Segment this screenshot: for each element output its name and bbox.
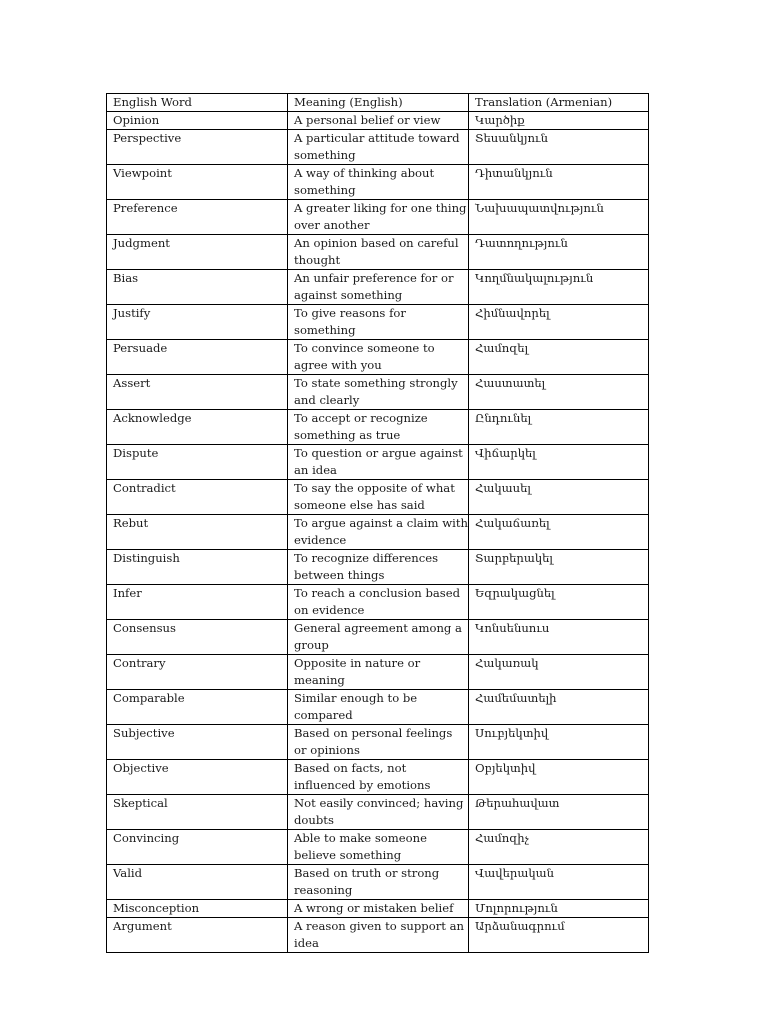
cell-armenian-translation: Վավերական: [469, 865, 649, 900]
cell-armenian-translation: Հակասել: [469, 480, 649, 515]
cell-meaning: Based on truth or strong reasoning: [288, 865, 469, 900]
cell-english-word: Rebut: [107, 515, 288, 550]
cell-english-word: Convincing: [107, 830, 288, 865]
cell-english-word: Justify: [107, 305, 288, 340]
cell-armenian-translation: Հակաճառել: [469, 515, 649, 550]
cell-english-word: Valid: [107, 865, 288, 900]
cell-meaning: An opinion based on careful thought: [288, 235, 469, 270]
cell-english-word: Distinguish: [107, 550, 288, 585]
table-row: [107, 112, 649, 130]
cell-meaning: General agreement among a group: [288, 620, 469, 655]
cell-meaning: To convince someone to agree with you: [288, 340, 469, 375]
table-row: [107, 725, 649, 760]
cell-armenian-translation: Դատողություն: [469, 235, 649, 270]
table-row: [107, 375, 649, 410]
cell-armenian-translation: Համոզել: [469, 340, 649, 375]
table-row: [107, 515, 649, 550]
cell-armenian-translation: Սուբյեկտիվ: [469, 725, 649, 760]
cell-armenian-translation: Համոզիչ: [469, 830, 649, 865]
cell-meaning: A wrong or mistaken belief: [288, 900, 469, 918]
vocabulary-table: [106, 93, 649, 953]
table-row: [107, 865, 649, 900]
cell-meaning: Based on facts, not influenced by emotions: [288, 760, 469, 795]
cell-armenian-translation: Դիտանկյուն: [469, 165, 649, 200]
table-row: [107, 655, 649, 690]
cell-english-word: Consensus: [107, 620, 288, 655]
cell-armenian-translation: Թերահավատ: [469, 795, 649, 830]
cell-english-word: Perspective: [107, 130, 288, 165]
header-english-word: English Word: [107, 94, 288, 112]
cell-english-word: Bias: [107, 270, 288, 305]
cell-meaning: To recognize differences between things: [288, 550, 469, 585]
cell-english-word: Subjective: [107, 725, 288, 760]
cell-meaning: A reason given to support an idea: [288, 918, 469, 953]
cell-armenian-translation: Հիմնավորել: [469, 305, 649, 340]
table-row: [107, 795, 649, 830]
cell-armenian-translation: Նախապատվություն: [469, 200, 649, 235]
cell-meaning: To state something strongly and clearly: [288, 375, 469, 410]
cell-meaning: Similar enough to be compared: [288, 690, 469, 725]
cell-english-word: Misconception: [107, 900, 288, 918]
table-row: [107, 690, 649, 725]
table-row: [107, 620, 649, 655]
cell-english-word: Dispute: [107, 445, 288, 480]
table-row: [107, 760, 649, 795]
table-header-row: [107, 94, 649, 112]
cell-meaning: Not easily convinced; having doubts: [288, 795, 469, 830]
table-row: [107, 550, 649, 585]
cell-meaning: A greater liking for one thing over another: [288, 200, 469, 235]
cell-armenian-translation: Մոլորություն: [469, 900, 649, 918]
table-row: [107, 270, 649, 305]
cell-english-word: Objective: [107, 760, 288, 795]
cell-armenian-translation: Տեսանկյուն: [469, 130, 649, 165]
cell-meaning: To give reasons for something: [288, 305, 469, 340]
table-row: [107, 900, 649, 918]
table-row: [107, 585, 649, 620]
cell-english-word: Contrary: [107, 655, 288, 690]
table-row: [107, 305, 649, 340]
cell-meaning: A particular attitude toward something: [288, 130, 469, 165]
cell-meaning: A personal belief or view: [288, 112, 469, 130]
header-meaning-english: Meaning (English): [288, 94, 469, 112]
cell-english-word: Viewpoint: [107, 165, 288, 200]
cell-english-word: Persuade: [107, 340, 288, 375]
cell-meaning: A way of thinking about something: [288, 165, 469, 200]
cell-armenian-translation: Վիճարկել: [469, 445, 649, 480]
cell-english-word: Acknowledge: [107, 410, 288, 445]
cell-english-word: Skeptical: [107, 795, 288, 830]
cell-armenian-translation: Եզրակացնել: [469, 585, 649, 620]
cell-meaning: An unfair preference for or against something: [288, 270, 469, 305]
table-row: [107, 830, 649, 865]
cell-english-word: Opinion: [107, 112, 288, 130]
cell-armenian-translation: Հակառակ: [469, 655, 649, 690]
cell-meaning: Able to make someone believe something: [288, 830, 469, 865]
cell-armenian-translation: Համեմատելի: [469, 690, 649, 725]
table-row: [107, 918, 649, 953]
cell-armenian-translation: Արձանագրում: [469, 918, 649, 953]
cell-armenian-translation: Կարծիք: [469, 112, 649, 130]
table-row: [107, 130, 649, 165]
table-row: [107, 340, 649, 375]
cell-meaning: To accept or recognize something as true: [288, 410, 469, 445]
cell-meaning: To argue against a claim with evidence: [288, 515, 469, 550]
cell-english-word: Argument: [107, 918, 288, 953]
cell-armenian-translation: Կոնսենսուս: [469, 620, 649, 655]
cell-english-word: Comparable: [107, 690, 288, 725]
cell-armenian-translation: Հաստատել: [469, 375, 649, 410]
table-row: [107, 165, 649, 200]
cell-armenian-translation: Ընդունել: [469, 410, 649, 445]
table-row: [107, 410, 649, 445]
table-row: [107, 235, 649, 270]
cell-english-word: Preference: [107, 200, 288, 235]
table-body: [107, 112, 649, 953]
cell-armenian-translation: Կողմնակալություն: [469, 270, 649, 305]
cell-english-word: Judgment: [107, 235, 288, 270]
cell-meaning: Opposite in nature or meaning: [288, 655, 469, 690]
table-row: [107, 200, 649, 235]
cell-meaning: To question or argue against an idea: [288, 445, 469, 480]
cell-meaning: To say the opposite of what someone else has said: [288, 480, 469, 515]
cell-armenian-translation: Տարբերակել: [469, 550, 649, 585]
table-row: [107, 445, 649, 480]
table-row: [107, 480, 649, 515]
cell-armenian-translation: Օբյեկտիվ: [469, 760, 649, 795]
cell-meaning: Based on personal feelings or opinions: [288, 725, 469, 760]
cell-english-word: Infer: [107, 585, 288, 620]
cell-english-word: Contradict: [107, 480, 288, 515]
header-translation-armenian: Translation (Armenian): [469, 94, 649, 112]
cell-english-word: Assert: [107, 375, 288, 410]
cell-meaning: To reach a conclusion based on evidence: [288, 585, 469, 620]
